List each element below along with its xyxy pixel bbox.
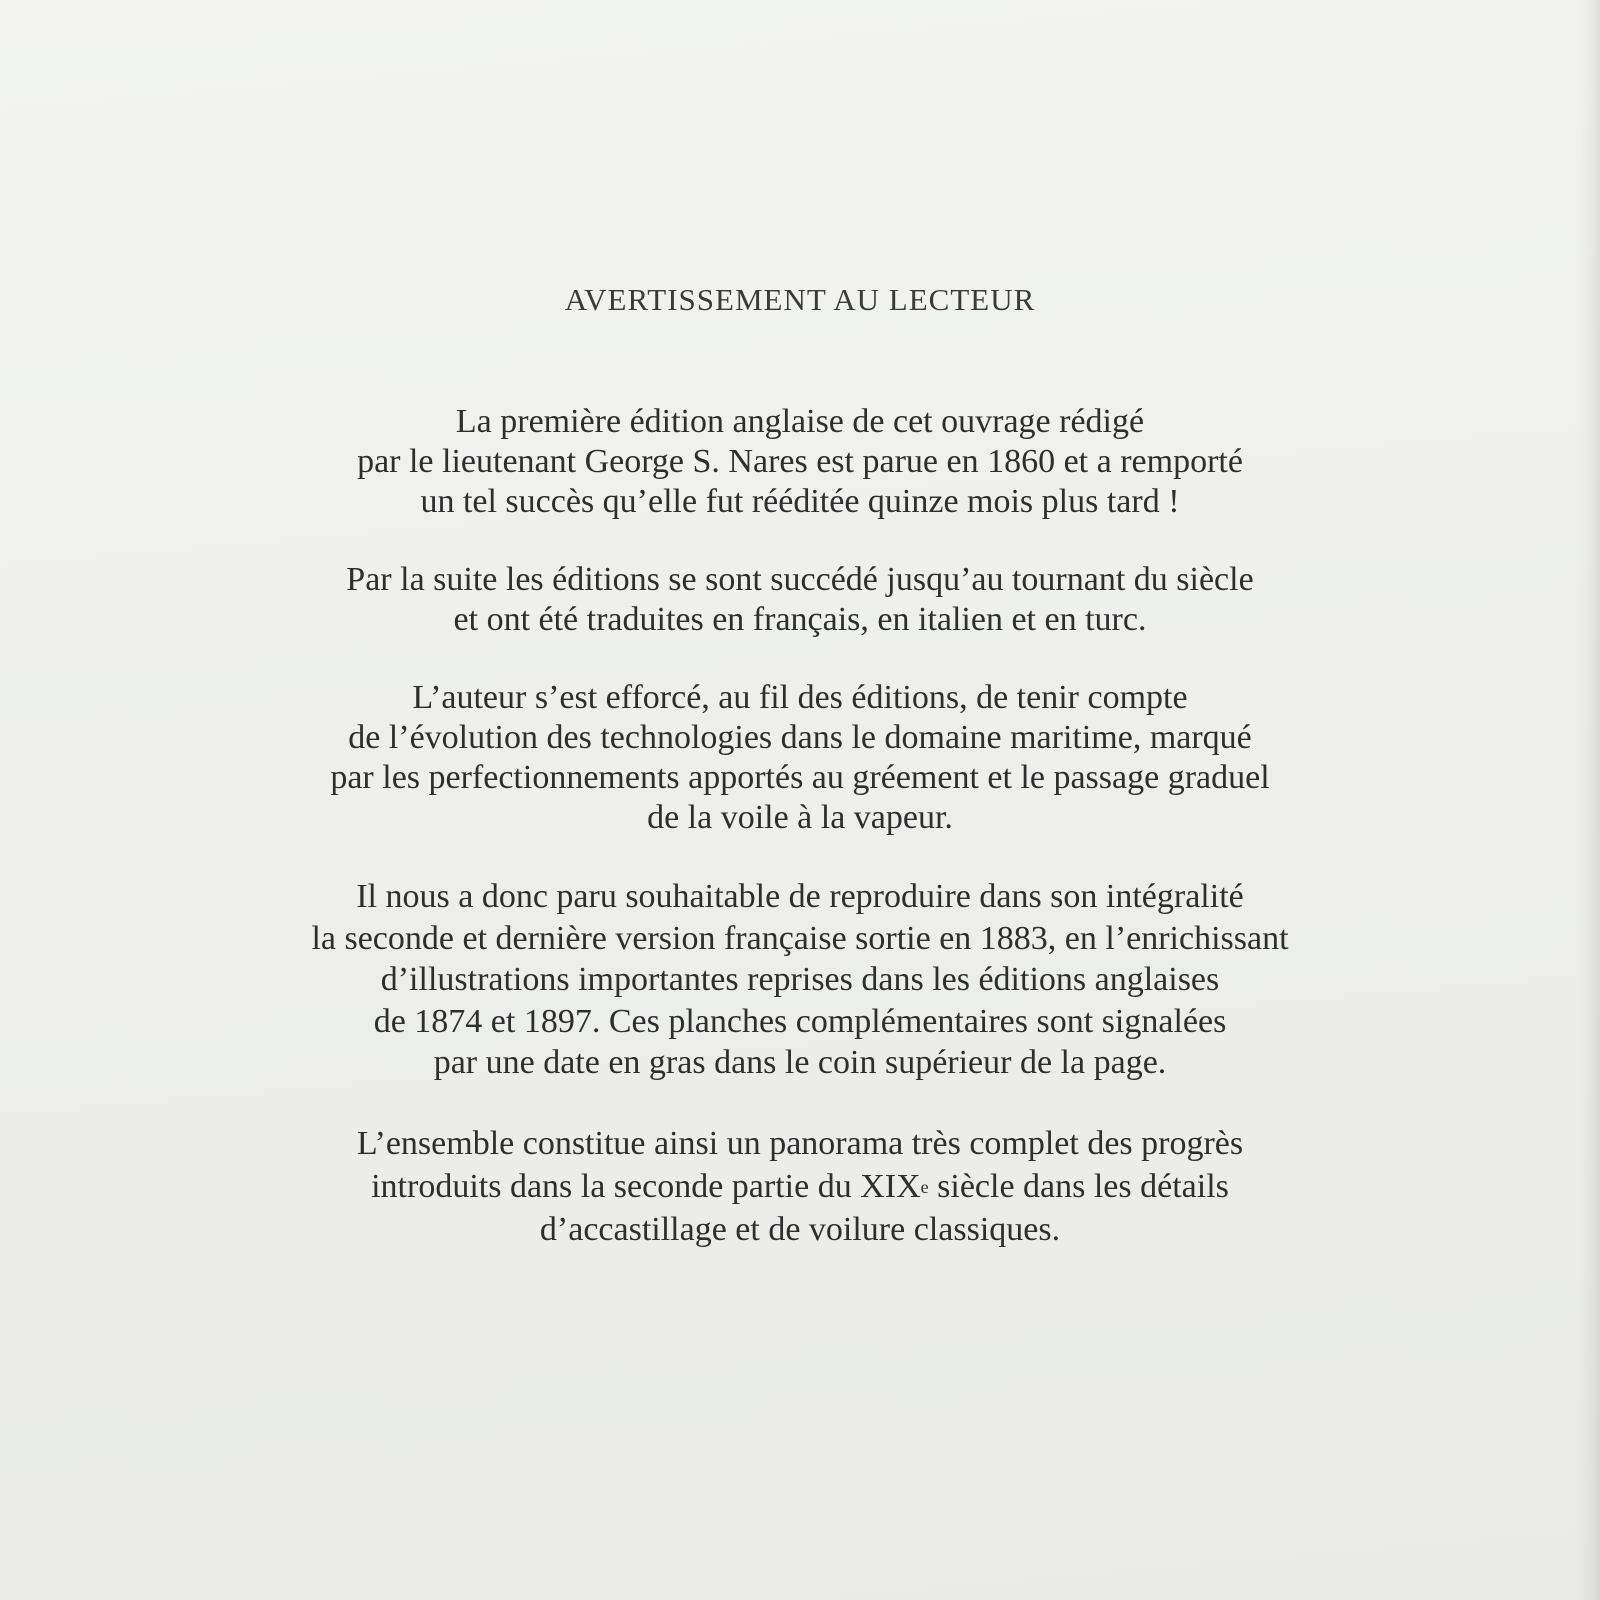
paragraph-3-line-2: de l’évolution des technologies dans le domaine maritime, marqué: [348, 719, 1252, 756]
paragraph-5: [0, 1122, 1600, 1251]
paragraph-3-line-4: de la voile à la vapeur.: [647, 799, 953, 836]
paragraph-1: [0, 402, 1600, 522]
paragraph-5-line-2: [0, 1165, 1600, 1208]
paragraph-4-line-1: Il nous a donc paru souhaitable de reproduire dans son intégralité: [356, 878, 1244, 915]
paragraph-3-line-3: par les perfectionnements apportés au gréement et le passage graduel: [330, 759, 1270, 796]
paragraph-1-line-1: La première édition anglaise de cet ouvrage rédigé: [455, 403, 1145, 440]
notice-body: [0, 402, 1600, 1289]
paragraph-3-line-1: L’auteur s’est efforcé, au fil des éditions, de tenir compte: [412, 679, 1188, 716]
paragraph-4-line-2: la seconde et dernière version française sortie en 1883, en l’enrichissant: [311, 919, 1289, 957]
paragraph-5-line-2-text: introduits dans la seconde partie du XIX: [371, 1167, 921, 1205]
paragraph-5-line-1: L’ensemble constitue ainsi un panorama très complet des progrès: [356, 1124, 1244, 1162]
paragraph-4-line-3: d’illustrations importantes reprises dans les éditions anglaises: [380, 961, 1220, 998]
paragraph-5-line-2-suffix: siècle dans les détails: [928, 1167, 1229, 1205]
paragraph-4-line-5: par une date en gras dans le coin supérieur de la page.: [433, 1044, 1167, 1081]
paragraph-1-line-2: par le lieutenant George S. Nares est parue en 1860 et a remporté: [357, 443, 1243, 480]
paragraph-2-line-2: et ont été traduites en français, en italien et en turc.: [453, 601, 1147, 638]
paragraph-1-line-3: un tel succès qu’elle fut rééditée quinze mois plus tard !: [420, 483, 1180, 520]
century-superscript: e: [920, 1176, 929, 1197]
page-heading: AVERTISSEMENT AU LECTEUR: [564, 282, 1036, 317]
paragraph-3: [0, 678, 1600, 838]
paragraph-2: [0, 560, 1600, 640]
paragraph-4-line-4: de 1874 et 1897. Ces planches complémentaires sont signalées: [373, 1002, 1227, 1040]
paragraph-2-line-1: Par la suite les éditions se sont succédé jusqu’au tournant du siècle: [346, 561, 1254, 598]
paragraph-5-line-3: d’accastillage et de voilure classiques.: [539, 1210, 1061, 1248]
paragraph-4: [0, 876, 1600, 1084]
